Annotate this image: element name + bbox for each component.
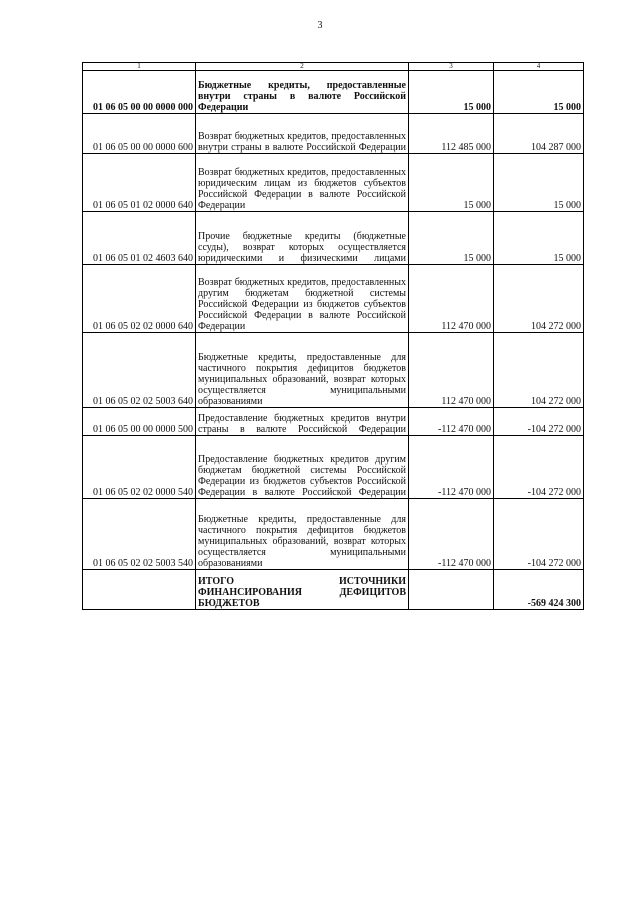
row-value-4: 104 272 000 bbox=[494, 333, 584, 408]
row-name: Бюджетные кредиты, предоставленные внутри страны в валюте Российской Федерации bbox=[196, 71, 409, 114]
header-col-1: 1 bbox=[83, 63, 196, 71]
row-name: Предоставление бюджетных кредитов другим бюджетам бюджетной системы Российской Федерации из бюджетов субъектов Российской Федерации в валюте Российской Федерации bbox=[196, 436, 409, 499]
header-col-2: 2 bbox=[196, 63, 409, 71]
table-header-row bbox=[83, 63, 584, 71]
row-code: 01 06 05 01 02 0000 640 bbox=[83, 154, 196, 212]
row-value-3: -112 470 000 bbox=[409, 499, 494, 570]
row-value-4: -104 272 000 bbox=[494, 408, 584, 436]
row-value-3: 112 470 000 bbox=[409, 333, 494, 408]
budget-sources-table bbox=[82, 62, 584, 610]
row-value-4: -569 424 300 bbox=[494, 570, 584, 610]
row-value-3: 15 000 bbox=[409, 71, 494, 114]
row-code: 01 06 05 01 02 4603 640 bbox=[83, 212, 196, 265]
table-row bbox=[83, 71, 584, 114]
page-number: 3 bbox=[317, 20, 323, 31]
row-value-4: 104 272 000 bbox=[494, 265, 584, 333]
row-value-3: 15 000 bbox=[409, 154, 494, 212]
table-row bbox=[83, 333, 584, 408]
row-name: Возврат бюджетных кредитов, предоставленных другим бюджетам бюджетной системы Российской Федерации из бюджетов субъектов Российской Федерации в валюте Российской Федерации bbox=[196, 265, 409, 333]
row-value-3: 15 000 bbox=[409, 212, 494, 265]
row-value-4: 104 287 000 bbox=[494, 114, 584, 154]
row-code: 01 06 05 02 02 0000 640 bbox=[83, 265, 196, 333]
row-code: 01 06 05 02 02 5003 640 bbox=[83, 333, 196, 408]
row-name: Бюджетные кредиты, предоставленные для частичного покрытия дефицитов бюджетов муниципальных образований, возврат которых осуществляется муниципальными образованиями bbox=[196, 333, 409, 408]
table-row bbox=[83, 265, 584, 333]
row-value-4: 15 000 bbox=[494, 71, 584, 114]
table-row bbox=[83, 436, 584, 499]
row-name: Возврат бюджетных кредитов, предоставленных внутри страны в валюте Российской Федерации bbox=[196, 114, 409, 154]
row-name: Возврат бюджетных кредитов, предоставленных юридическим лицам из бюджетов субъектов Российской Федерации в валюте Российской Федерации bbox=[196, 154, 409, 212]
row-code: 01 06 05 00 00 0000 000 bbox=[83, 71, 196, 114]
table-row-total bbox=[83, 570, 584, 610]
table-row bbox=[83, 114, 584, 154]
row-code bbox=[83, 570, 196, 610]
row-value-4: -104 272 000 bbox=[494, 436, 584, 499]
table-row bbox=[83, 408, 584, 436]
row-value-3: 112 485 000 bbox=[409, 114, 494, 154]
row-value-3: -112 470 000 bbox=[409, 436, 494, 499]
row-value-4: 15 000 bbox=[494, 154, 584, 212]
table-row bbox=[83, 499, 584, 570]
row-code: 01 06 05 00 00 0000 500 bbox=[83, 408, 196, 436]
row-name: Прочие бюджетные кредиты (бюджетные ссуды), возврат которых осуществляется юридическими и физическими лицами bbox=[196, 212, 409, 265]
table-row bbox=[83, 154, 584, 212]
row-name: ИТОГО ИСТОЧНИКИ ФИНАНСИРОВАНИЯ ДЕФИЦИТОВ БЮДЖЕТОВ bbox=[196, 570, 409, 610]
header-col-3: 3 bbox=[409, 63, 494, 71]
header-col-4: 4 bbox=[494, 63, 584, 71]
row-name: Предоставление бюджетных кредитов внутри страны в валюте Российской Федерации bbox=[196, 408, 409, 436]
row-value-3 bbox=[409, 570, 494, 610]
row-value-4: -104 272 000 bbox=[494, 499, 584, 570]
row-value-4: 15 000 bbox=[494, 212, 584, 265]
row-code: 01 06 05 02 02 5003 540 bbox=[83, 499, 196, 570]
row-code: 01 06 05 00 00 0000 600 bbox=[83, 114, 196, 154]
table-row bbox=[83, 212, 584, 265]
row-value-3: 112 470 000 bbox=[409, 265, 494, 333]
row-code: 01 06 05 02 02 0000 540 bbox=[83, 436, 196, 499]
row-value-3: -112 470 000 bbox=[409, 408, 494, 436]
row-name: Бюджетные кредиты, предоставленные для частичного покрытия дефицитов бюджетов муниципальных образований, возврат которых осуществляется муниципальными образованиями bbox=[196, 499, 409, 570]
